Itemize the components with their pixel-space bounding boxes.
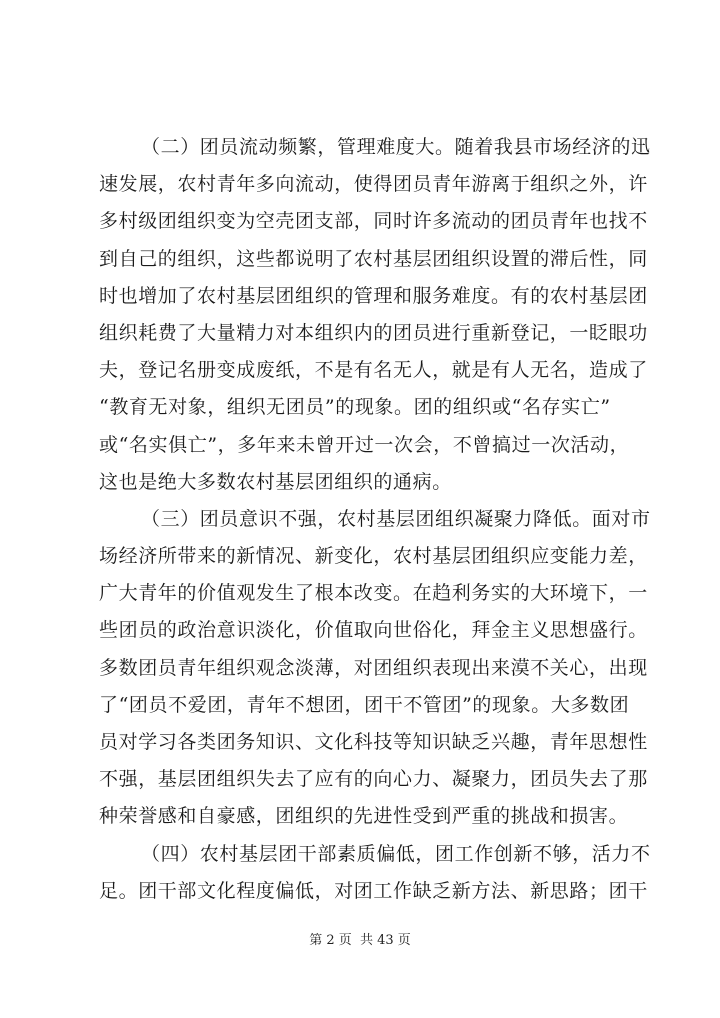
paragraph-1-line-7: 夫，登记名册变成废纸，不是有名无人，就是有人无名，造成了 — [99, 359, 648, 382]
paragraph-2-line-1: （三）团员意识不强，农村基层团组织凝聚力降低。面对市 — [141, 507, 651, 530]
paragraph-1-line-5: 时也增加了农村基层团组织的管理和服务难度。有的农村基层团 — [99, 284, 648, 307]
paragraph-1-line-4: 到自己的组织，这些都说明了农村基层团组织设置的滞后性，同 — [99, 247, 648, 270]
paragraph-2-line-9: 种荣誉感和自豪感，团组织的先进性受到严重的挑战和损害。 — [99, 805, 629, 828]
page-footer — [0, 932, 720, 950]
paragraph-2-line-8: 不强，基层团组织失去了应有的向心力、凝聚力，团员失去了那 — [99, 768, 648, 791]
paragraph-1-line-8: “教育无对象，组织无团员”的现象。团的组织或“名存实亡” — [99, 396, 611, 419]
paragraph-1-line-3: 多村级团组织变为空壳团支部，同时许多流动的团员青年也找不 — [99, 210, 648, 233]
paragraph-3-line-1: （四）农村基层团干部素质偏低，团工作创新不够，活力不 — [141, 842, 651, 865]
paragraph-1-line-6: 组织耗费了大量精力对本组织内的团员进行重新登记，一眨眼功 — [99, 321, 648, 344]
paragraph-2-line-4: 些团员的政治意识淡化，价值取向世俗化，拜金主义思想盛行。 — [99, 619, 648, 642]
paragraph-3-line-2: 足。团干部文化程度偏低，对团工作缺乏新方法、新思路；团干 — [99, 879, 648, 902]
paragraph-2-line-2: 场经济所带来的新情况、新变化，农村基层团组织应变能力差， — [99, 545, 648, 568]
paragraph-2-line-6: 了“团员不爱团，青年不想团，团干不管团”的现象。大多数团 — [99, 693, 630, 716]
paragraph-2-line-3: 广大青年的价值观发生了根本改变。在趋利务实的大环境下，一 — [99, 582, 648, 605]
paragraph-1-line-1: （二）团员流动频繁，管理难度大。随着我县市场经济的迅 — [141, 136, 651, 158]
body-text — [99, 129, 651, 910]
paragraph-2-line-7: 员对学习各类团务知识、文化科技等知识缺乏兴趣，青年思想性 — [99, 731, 648, 753]
paragraph-1-line-10: 这也是绝大多数农村基层团组织的通病。 — [99, 470, 452, 493]
paragraph-1-line-2: 速发展，农村青年多向流动，使得团员青年游离于组织之外，许 — [99, 173, 648, 196]
paragraph-2-line-5: 多数团员青年组织观念淡薄，对团组织表现出来漠不关心，出现 — [99, 656, 648, 679]
paragraph-1-line-9: 或“名实俱亡”，多年来未曾开过一次会，不曾搞过一次活动， — [99, 433, 630, 456]
page-number-label: 第 2 页 共 43 页 — [309, 933, 411, 948]
